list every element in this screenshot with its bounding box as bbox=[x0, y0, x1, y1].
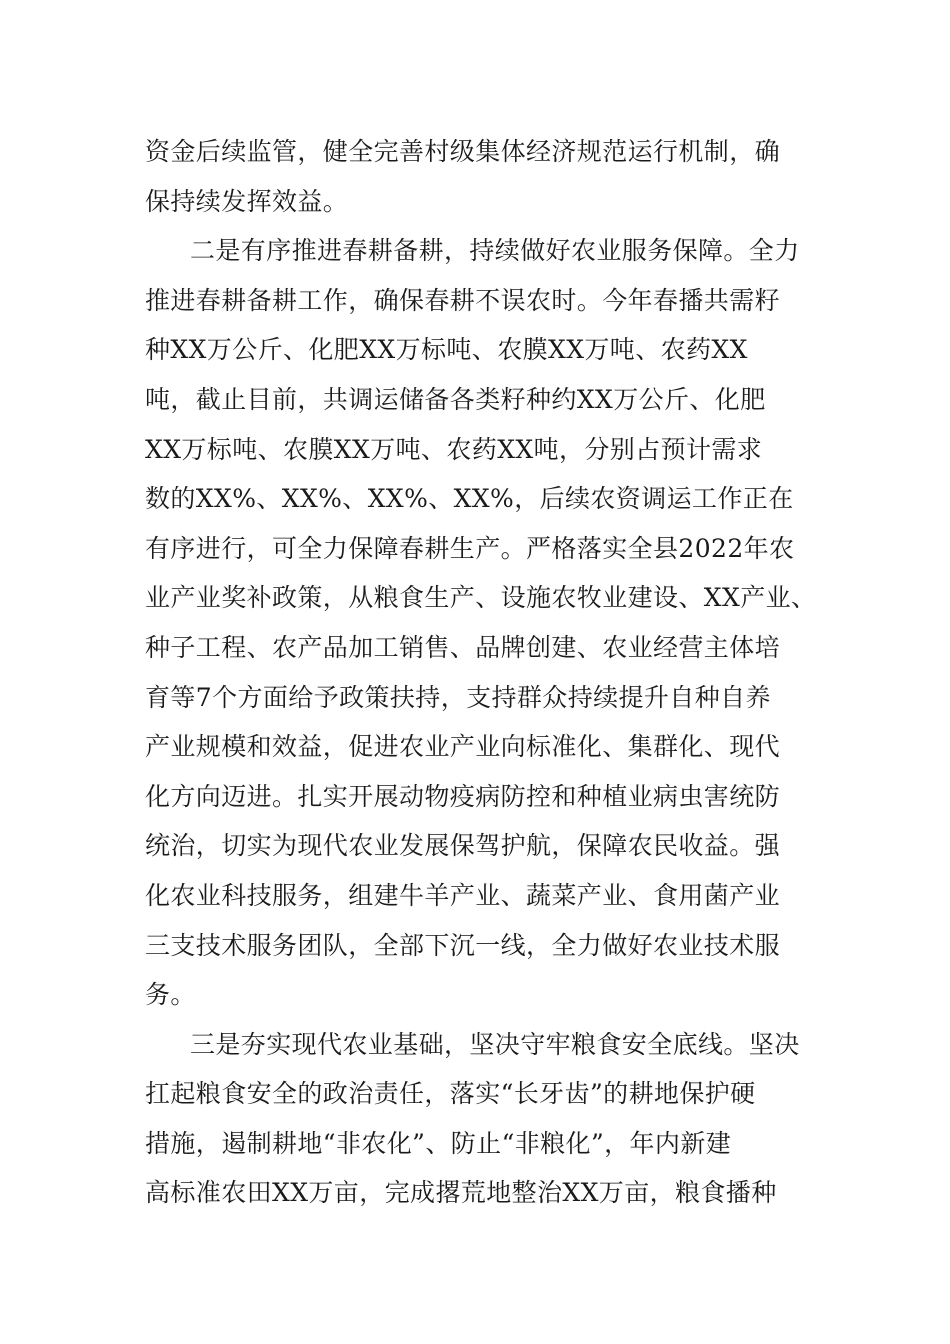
paragraph-line: 种子工程、农产品加工销售、品牌创建、农业经营主体培 bbox=[145, 632, 781, 662]
paragraph-line: 资金后续监管，健全完善村级集体经济规范运行机制，确 bbox=[145, 137, 781, 166]
paragraph-line: 育等7个方面给予政策扶持，支持群众持续提升自种自养 bbox=[145, 682, 771, 712]
document-body bbox=[145, 127, 825, 1218]
paragraph-line: 措施，遏制耕地“非农化”、防止“非粮化”，年内新建 bbox=[145, 1128, 732, 1158]
paragraph-line: XX万标吨、农膜XX万吨、农药XX吨，分别占预计需求 bbox=[145, 434, 763, 464]
paragraph-line: 三支技术服务团队，全部下沉一线，全力做好农业技术服 bbox=[145, 930, 781, 960]
paragraph-line: 保持续发挥效益。 bbox=[145, 186, 349, 216]
paragraph-first-line: 二是有序推进春耕备耕，持续做好农业服务保障。全力 bbox=[190, 236, 800, 266]
paragraph-line: 业产业奖补政策，从粮食生产、设施农牧业建设、XX产业、 bbox=[145, 583, 817, 613]
paragraph-line: 推进春耕备耕工作，确保春耕不误农时。今年春播共需籽 bbox=[145, 285, 781, 315]
paragraph-line: 有序进行，可全力保障春耕生产。严格落实全县2022年农 bbox=[145, 533, 795, 563]
paragraph-line: 种XX万公斤、化肥XX万标吨、农膜XX万吨、农药XX bbox=[145, 335, 748, 365]
paragraph-line: 吨，截止目前，共调运储备各类籽种约XX万公斤、化肥 bbox=[145, 384, 766, 414]
paragraph-line: 产业规模和效益，促进农业产业向标准化、集群化、现代 bbox=[145, 732, 781, 762]
paragraph-line: 务。 bbox=[145, 980, 196, 1010]
paragraph-line: 统治，切实为现代农业发展保驾护航，保障农民收益。强 bbox=[145, 831, 781, 861]
paragraph-line: 化方向迈进。扎实开展动物疫病防控和种植业病虫害统防 bbox=[145, 781, 781, 811]
paragraph-first-line: 三是夯实现代农业基础，坚决守牢粮食安全底线。坚决 bbox=[190, 1029, 800, 1059]
paragraph-line: 数的XX%、XX%、XX%、XX%，后续农资调运工作正在 bbox=[145, 484, 794, 514]
paragraph-line: 高标准农田XX万亩，完成撂荒地整治XX万亩，粮食播种 bbox=[145, 1178, 777, 1208]
paragraph-line: 化农业科技服务，组建牛羊产业、蔬菜产业、食用菌产业 bbox=[145, 880, 781, 910]
paragraph-line: 扛起粮食安全的政治责任，落实“长牙齿”的耕地保护硬 bbox=[145, 1079, 756, 1109]
